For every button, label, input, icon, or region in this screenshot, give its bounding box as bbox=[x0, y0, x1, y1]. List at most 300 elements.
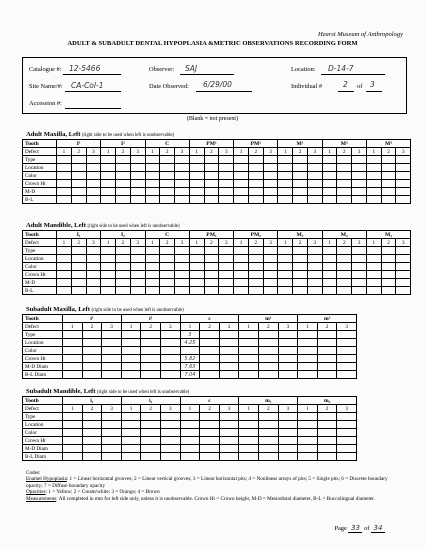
entry-cell[interactable] bbox=[298, 371, 318, 379]
entry-cell[interactable] bbox=[130, 180, 145, 188]
entry-cell[interactable] bbox=[57, 247, 72, 255]
catalogue-value[interactable]: 12-5466 bbox=[69, 64, 101, 73]
entry-cell[interactable] bbox=[278, 279, 293, 287]
entry-cell[interactable] bbox=[130, 271, 145, 279]
location-value[interactable]: D-14-7 bbox=[328, 64, 354, 73]
entry-cell[interactable] bbox=[71, 279, 86, 287]
entry-cell[interactable] bbox=[239, 453, 259, 461]
entry-cell[interactable] bbox=[82, 421, 102, 429]
entry-cell[interactable] bbox=[180, 437, 200, 445]
entry-cell[interactable] bbox=[71, 188, 86, 196]
entry-cell[interactable] bbox=[307, 263, 322, 271]
entry-cell[interactable] bbox=[189, 196, 204, 204]
entry-cell[interactable] bbox=[204, 271, 219, 279]
entry-cell[interactable] bbox=[278, 156, 293, 164]
entry-cell[interactable] bbox=[200, 453, 220, 461]
entry-cell[interactable] bbox=[337, 247, 352, 255]
entry-cell[interactable] bbox=[322, 188, 337, 196]
entry-cell[interactable] bbox=[160, 331, 180, 339]
entry-cell[interactable] bbox=[258, 453, 278, 461]
entry-cell[interactable] bbox=[160, 196, 175, 204]
entry-cell[interactable] bbox=[263, 172, 278, 180]
entry-cell[interactable] bbox=[101, 180, 116, 188]
entry-cell[interactable] bbox=[307, 255, 322, 263]
entry-cell[interactable] bbox=[366, 279, 381, 287]
entry-cell[interactable] bbox=[160, 453, 180, 461]
entry-cell[interactable] bbox=[102, 371, 122, 379]
individual-value[interactable]: 2 bbox=[343, 80, 348, 89]
entry-cell[interactable] bbox=[337, 255, 352, 263]
entry-cell[interactable] bbox=[322, 156, 337, 164]
entry-cell[interactable] bbox=[219, 188, 234, 196]
entry-cell[interactable] bbox=[322, 279, 337, 287]
entry-cell[interactable] bbox=[248, 271, 263, 279]
entry-cell[interactable] bbox=[175, 279, 190, 287]
entry-cell[interactable] bbox=[200, 437, 220, 445]
handwritten-entry[interactable]: 7.63 bbox=[180, 363, 200, 371]
entry-cell[interactable] bbox=[160, 429, 180, 437]
entry-cell[interactable] bbox=[219, 421, 239, 429]
entry-cell[interactable] bbox=[130, 164, 145, 172]
entry-cell[interactable] bbox=[219, 355, 239, 363]
entry-cell[interactable] bbox=[63, 339, 83, 347]
entry-cell[interactable] bbox=[160, 164, 175, 172]
entry-cell[interactable] bbox=[258, 421, 278, 429]
entry-cell[interactable] bbox=[101, 287, 116, 295]
entry-cell[interactable] bbox=[160, 363, 180, 371]
entry-cell[interactable] bbox=[121, 453, 141, 461]
entry-cell[interactable] bbox=[381, 180, 396, 188]
entry-cell[interactable] bbox=[121, 421, 141, 429]
entry-cell[interactable] bbox=[160, 255, 175, 263]
entry-cell[interactable] bbox=[71, 263, 86, 271]
entry-cell[interactable] bbox=[293, 255, 308, 263]
entry-cell[interactable] bbox=[63, 413, 83, 421]
entry-cell[interactable] bbox=[381, 247, 396, 255]
entry-cell[interactable] bbox=[145, 263, 160, 271]
entry-cell[interactable] bbox=[307, 156, 322, 164]
entry-cell[interactable] bbox=[82, 339, 102, 347]
entry-cell[interactable] bbox=[248, 172, 263, 180]
entry-cell[interactable] bbox=[200, 355, 220, 363]
entry-cell[interactable] bbox=[337, 421, 357, 429]
entry-cell[interactable] bbox=[248, 279, 263, 287]
entry-cell[interactable] bbox=[101, 247, 116, 255]
entry-cell[interactable] bbox=[248, 263, 263, 271]
entry-cell[interactable] bbox=[352, 188, 367, 196]
entry-cell[interactable] bbox=[219, 247, 234, 255]
entry-cell[interactable] bbox=[317, 445, 337, 453]
entry-cell[interactable] bbox=[278, 421, 298, 429]
entry-cell[interactable] bbox=[82, 331, 102, 339]
entry-cell[interactable] bbox=[352, 263, 367, 271]
entry-cell[interactable] bbox=[121, 429, 141, 437]
entry-cell[interactable] bbox=[141, 363, 161, 371]
entry-cell[interactable] bbox=[381, 188, 396, 196]
entry-cell[interactable] bbox=[263, 164, 278, 172]
entry-cell[interactable] bbox=[234, 180, 249, 188]
entry-cell[interactable] bbox=[263, 279, 278, 287]
entry-cell[interactable] bbox=[160, 180, 175, 188]
entry-cell[interactable] bbox=[278, 429, 298, 437]
entry-cell[interactable] bbox=[352, 247, 367, 255]
entry-cell[interactable] bbox=[337, 279, 352, 287]
entry-cell[interactable] bbox=[71, 196, 86, 204]
entry-cell[interactable] bbox=[204, 164, 219, 172]
entry-cell[interactable] bbox=[200, 429, 220, 437]
entry-cell[interactable] bbox=[337, 437, 357, 445]
entry-cell[interactable] bbox=[160, 247, 175, 255]
entry-cell[interactable] bbox=[219, 172, 234, 180]
entry-cell[interactable] bbox=[71, 255, 86, 263]
entry-cell[interactable] bbox=[317, 429, 337, 437]
entry-cell[interactable] bbox=[258, 437, 278, 445]
entry-cell[interactable] bbox=[219, 347, 239, 355]
entry-cell[interactable] bbox=[337, 164, 352, 172]
entry-cell[interactable] bbox=[278, 363, 298, 371]
entry-cell[interactable] bbox=[121, 347, 141, 355]
entry-cell[interactable] bbox=[239, 363, 259, 371]
entry-cell[interactable] bbox=[219, 196, 234, 204]
entry-cell[interactable] bbox=[101, 279, 116, 287]
entry-cell[interactable] bbox=[63, 355, 83, 363]
entry-cell[interactable] bbox=[219, 255, 234, 263]
entry-cell[interactable] bbox=[189, 263, 204, 271]
entry-cell[interactable] bbox=[234, 156, 249, 164]
entry-cell[interactable] bbox=[278, 196, 293, 204]
entry-cell[interactable] bbox=[337, 188, 352, 196]
entry-cell[interactable] bbox=[258, 355, 278, 363]
entry-cell[interactable] bbox=[298, 453, 318, 461]
entry-cell[interactable] bbox=[200, 421, 220, 429]
entry-cell[interactable] bbox=[317, 347, 337, 355]
entry-cell[interactable] bbox=[366, 247, 381, 255]
entry-cell[interactable] bbox=[175, 188, 190, 196]
entry-cell[interactable] bbox=[381, 279, 396, 287]
entry-cell[interactable] bbox=[307, 180, 322, 188]
entry-cell[interactable] bbox=[219, 279, 234, 287]
entry-cell[interactable] bbox=[219, 164, 234, 172]
entry-cell[interactable] bbox=[86, 279, 101, 287]
entry-cell[interactable] bbox=[258, 429, 278, 437]
entry-cell[interactable] bbox=[82, 445, 102, 453]
entry-cell[interactable] bbox=[317, 453, 337, 461]
entry-cell[interactable] bbox=[322, 287, 337, 295]
entry-cell[interactable] bbox=[337, 363, 357, 371]
entry-cell[interactable] bbox=[234, 188, 249, 196]
entry-cell[interactable] bbox=[317, 437, 337, 445]
entry-cell[interactable] bbox=[234, 196, 249, 204]
entry-cell[interactable] bbox=[396, 287, 411, 295]
entry-cell[interactable] bbox=[248, 255, 263, 263]
entry-cell[interactable] bbox=[86, 287, 101, 295]
entry-cell[interactable] bbox=[180, 453, 200, 461]
entry-cell[interactable] bbox=[366, 188, 381, 196]
individual-total[interactable]: 3 bbox=[370, 80, 375, 89]
entry-cell[interactable] bbox=[317, 413, 337, 421]
entry-cell[interactable] bbox=[116, 271, 131, 279]
entry-cell[interactable] bbox=[317, 331, 337, 339]
entry-cell[interactable] bbox=[160, 437, 180, 445]
entry-cell[interactable] bbox=[145, 172, 160, 180]
entry-cell[interactable] bbox=[130, 255, 145, 263]
entry-cell[interactable] bbox=[86, 188, 101, 196]
entry-cell[interactable] bbox=[57, 188, 72, 196]
entry-cell[interactable] bbox=[396, 196, 411, 204]
entry-cell[interactable] bbox=[86, 172, 101, 180]
entry-cell[interactable] bbox=[278, 263, 293, 271]
entry-cell[interactable] bbox=[248, 180, 263, 188]
entry-cell[interactable] bbox=[239, 371, 259, 379]
entry-cell[interactable] bbox=[102, 331, 122, 339]
entry-cell[interactable] bbox=[130, 172, 145, 180]
entry-cell[interactable] bbox=[160, 355, 180, 363]
entry-cell[interactable] bbox=[278, 339, 298, 347]
entry-cell[interactable] bbox=[248, 156, 263, 164]
entry-cell[interactable] bbox=[180, 429, 200, 437]
entry-cell[interactable] bbox=[63, 331, 83, 339]
entry-cell[interactable] bbox=[63, 437, 83, 445]
entry-cell[interactable] bbox=[57, 196, 72, 204]
entry-cell[interactable] bbox=[352, 172, 367, 180]
entry-cell[interactable] bbox=[219, 445, 239, 453]
entry-cell[interactable] bbox=[293, 247, 308, 255]
entry-cell[interactable] bbox=[337, 196, 352, 204]
entry-cell[interactable] bbox=[204, 279, 219, 287]
entry-cell[interactable] bbox=[293, 188, 308, 196]
entry-cell[interactable] bbox=[82, 355, 102, 363]
entry-cell[interactable] bbox=[317, 371, 337, 379]
entry-cell[interactable] bbox=[160, 188, 175, 196]
entry-cell[interactable] bbox=[102, 453, 122, 461]
entry-cell[interactable] bbox=[263, 196, 278, 204]
entry-cell[interactable] bbox=[189, 287, 204, 295]
entry-cell[interactable] bbox=[141, 445, 161, 453]
entry-cell[interactable] bbox=[71, 180, 86, 188]
entry-cell[interactable] bbox=[82, 371, 102, 379]
entry-cell[interactable] bbox=[258, 413, 278, 421]
entry-cell[interactable] bbox=[278, 453, 298, 461]
entry-cell[interactable] bbox=[381, 164, 396, 172]
entry-cell[interactable] bbox=[337, 429, 357, 437]
entry-cell[interactable] bbox=[204, 255, 219, 263]
entry-cell[interactable] bbox=[71, 287, 86, 295]
entry-cell[interactable] bbox=[263, 287, 278, 295]
entry-cell[interactable] bbox=[219, 429, 239, 437]
entry-cell[interactable] bbox=[101, 255, 116, 263]
entry-cell[interactable] bbox=[102, 355, 122, 363]
entry-cell[interactable] bbox=[101, 188, 116, 196]
entry-cell[interactable] bbox=[234, 287, 249, 295]
entry-cell[interactable] bbox=[101, 156, 116, 164]
entry-cell[interactable] bbox=[322, 164, 337, 172]
entry-cell[interactable] bbox=[278, 371, 298, 379]
entry-cell[interactable] bbox=[278, 188, 293, 196]
entry-cell[interactable] bbox=[298, 339, 318, 347]
entry-cell[interactable] bbox=[307, 287, 322, 295]
entry-cell[interactable] bbox=[234, 255, 249, 263]
entry-cell[interactable] bbox=[121, 355, 141, 363]
entry-cell[interactable] bbox=[116, 156, 131, 164]
entry-cell[interactable] bbox=[317, 363, 337, 371]
entry-cell[interactable] bbox=[116, 287, 131, 295]
entry-cell[interactable] bbox=[381, 287, 396, 295]
entry-cell[interactable] bbox=[160, 371, 180, 379]
handwritten-entry[interactable]: 5.82 bbox=[180, 355, 200, 363]
entry-cell[interactable] bbox=[130, 287, 145, 295]
entry-cell[interactable] bbox=[86, 255, 101, 263]
entry-cell[interactable] bbox=[200, 413, 220, 421]
entry-cell[interactable] bbox=[141, 347, 161, 355]
entry-cell[interactable] bbox=[263, 271, 278, 279]
entry-cell[interactable] bbox=[248, 164, 263, 172]
entry-cell[interactable] bbox=[366, 156, 381, 164]
entry-cell[interactable] bbox=[141, 371, 161, 379]
entry-cell[interactable] bbox=[57, 164, 72, 172]
entry-cell[interactable] bbox=[116, 196, 131, 204]
entry-cell[interactable] bbox=[234, 164, 249, 172]
entry-cell[interactable] bbox=[175, 172, 190, 180]
entry-cell[interactable] bbox=[248, 188, 263, 196]
entry-cell[interactable] bbox=[239, 339, 259, 347]
entry-cell[interactable] bbox=[160, 339, 180, 347]
entry-cell[interactable] bbox=[352, 156, 367, 164]
entry-cell[interactable] bbox=[381, 271, 396, 279]
observer-value[interactable]: SAJ bbox=[185, 64, 198, 73]
entry-cell[interactable] bbox=[145, 247, 160, 255]
entry-cell[interactable] bbox=[204, 263, 219, 271]
entry-cell[interactable] bbox=[278, 271, 293, 279]
entry-cell[interactable] bbox=[307, 188, 322, 196]
entry-cell[interactable] bbox=[57, 271, 72, 279]
entry-cell[interactable] bbox=[307, 271, 322, 279]
entry-cell[interactable] bbox=[317, 339, 337, 347]
entry-cell[interactable] bbox=[102, 421, 122, 429]
entry-cell[interactable] bbox=[317, 355, 337, 363]
entry-cell[interactable] bbox=[145, 255, 160, 263]
entry-cell[interactable] bbox=[219, 413, 239, 421]
entry-cell[interactable] bbox=[71, 271, 86, 279]
entry-cell[interactable] bbox=[337, 413, 357, 421]
entry-cell[interactable] bbox=[219, 156, 234, 164]
entry-cell[interactable] bbox=[200, 445, 220, 453]
entry-cell[interactable] bbox=[337, 156, 352, 164]
entry-cell[interactable] bbox=[258, 339, 278, 347]
entry-cell[interactable] bbox=[337, 271, 352, 279]
entry-cell[interactable] bbox=[322, 263, 337, 271]
entry-cell[interactable] bbox=[239, 355, 259, 363]
entry-cell[interactable] bbox=[63, 429, 83, 437]
entry-cell[interactable] bbox=[396, 188, 411, 196]
entry-cell[interactable] bbox=[322, 172, 337, 180]
entry-cell[interactable] bbox=[101, 263, 116, 271]
entry-cell[interactable] bbox=[322, 180, 337, 188]
entry-cell[interactable] bbox=[145, 156, 160, 164]
entry-cell[interactable] bbox=[121, 363, 141, 371]
entry-cell[interactable] bbox=[366, 172, 381, 180]
entry-cell[interactable] bbox=[189, 188, 204, 196]
entry-cell[interactable] bbox=[396, 271, 411, 279]
entry-cell[interactable] bbox=[298, 347, 318, 355]
entry-cell[interactable] bbox=[71, 247, 86, 255]
entry-cell[interactable] bbox=[141, 413, 161, 421]
entry-cell[interactable] bbox=[352, 287, 367, 295]
entry-cell[interactable] bbox=[189, 247, 204, 255]
entry-cell[interactable] bbox=[352, 271, 367, 279]
entry-cell[interactable] bbox=[200, 363, 220, 371]
entry-cell[interactable] bbox=[307, 247, 322, 255]
entry-cell[interactable] bbox=[293, 172, 308, 180]
entry-cell[interactable] bbox=[141, 437, 161, 445]
entry-cell[interactable] bbox=[337, 180, 352, 188]
entry-cell[interactable] bbox=[101, 172, 116, 180]
entry-cell[interactable] bbox=[381, 196, 396, 204]
entry-cell[interactable] bbox=[204, 180, 219, 188]
entry-cell[interactable] bbox=[234, 263, 249, 271]
entry-cell[interactable] bbox=[63, 371, 83, 379]
entry-cell[interactable] bbox=[160, 172, 175, 180]
entry-cell[interactable] bbox=[293, 271, 308, 279]
entry-cell[interactable] bbox=[160, 271, 175, 279]
entry-cell[interactable] bbox=[63, 363, 83, 371]
entry-cell[interactable] bbox=[337, 287, 352, 295]
entry-cell[interactable] bbox=[248, 196, 263, 204]
entry-cell[interactable] bbox=[278, 164, 293, 172]
entry-cell[interactable] bbox=[145, 164, 160, 172]
entry-cell[interactable] bbox=[175, 164, 190, 172]
entry-cell[interactable] bbox=[200, 371, 220, 379]
entry-cell[interactable] bbox=[396, 156, 411, 164]
entry-cell[interactable] bbox=[141, 429, 161, 437]
entry-cell[interactable] bbox=[189, 172, 204, 180]
entry-cell[interactable] bbox=[298, 331, 318, 339]
entry-cell[interactable] bbox=[337, 172, 352, 180]
entry-cell[interactable] bbox=[204, 172, 219, 180]
entry-cell[interactable] bbox=[219, 453, 239, 461]
entry-cell[interactable] bbox=[239, 429, 259, 437]
entry-cell[interactable] bbox=[322, 247, 337, 255]
entry-cell[interactable] bbox=[366, 180, 381, 188]
entry-cell[interactable] bbox=[82, 429, 102, 437]
entry-cell[interactable] bbox=[278, 180, 293, 188]
entry-cell[interactable] bbox=[82, 437, 102, 445]
entry-cell[interactable] bbox=[160, 279, 175, 287]
entry-cell[interactable] bbox=[298, 355, 318, 363]
entry-cell[interactable] bbox=[160, 421, 180, 429]
entry-cell[interactable] bbox=[86, 196, 101, 204]
entry-cell[interactable] bbox=[116, 180, 131, 188]
entry-cell[interactable] bbox=[71, 172, 86, 180]
entry-cell[interactable] bbox=[293, 287, 308, 295]
entry-cell[interactable] bbox=[200, 339, 220, 347]
entry-cell[interactable] bbox=[145, 271, 160, 279]
entry-cell[interactable] bbox=[145, 279, 160, 287]
entry-cell[interactable] bbox=[130, 247, 145, 255]
entry-cell[interactable] bbox=[121, 331, 141, 339]
entry-cell[interactable] bbox=[396, 247, 411, 255]
handwritten-entry[interactable]: 7.04 bbox=[180, 371, 200, 379]
entry-cell[interactable] bbox=[71, 156, 86, 164]
entry-cell[interactable] bbox=[121, 437, 141, 445]
entry-cell[interactable] bbox=[278, 247, 293, 255]
date-value[interactable]: 6/29/00 bbox=[203, 80, 232, 89]
entry-cell[interactable] bbox=[189, 279, 204, 287]
entry-cell[interactable] bbox=[121, 413, 141, 421]
entry-cell[interactable] bbox=[180, 421, 200, 429]
entry-cell[interactable] bbox=[381, 255, 396, 263]
entry-cell[interactable] bbox=[293, 164, 308, 172]
entry-cell[interactable] bbox=[160, 263, 175, 271]
